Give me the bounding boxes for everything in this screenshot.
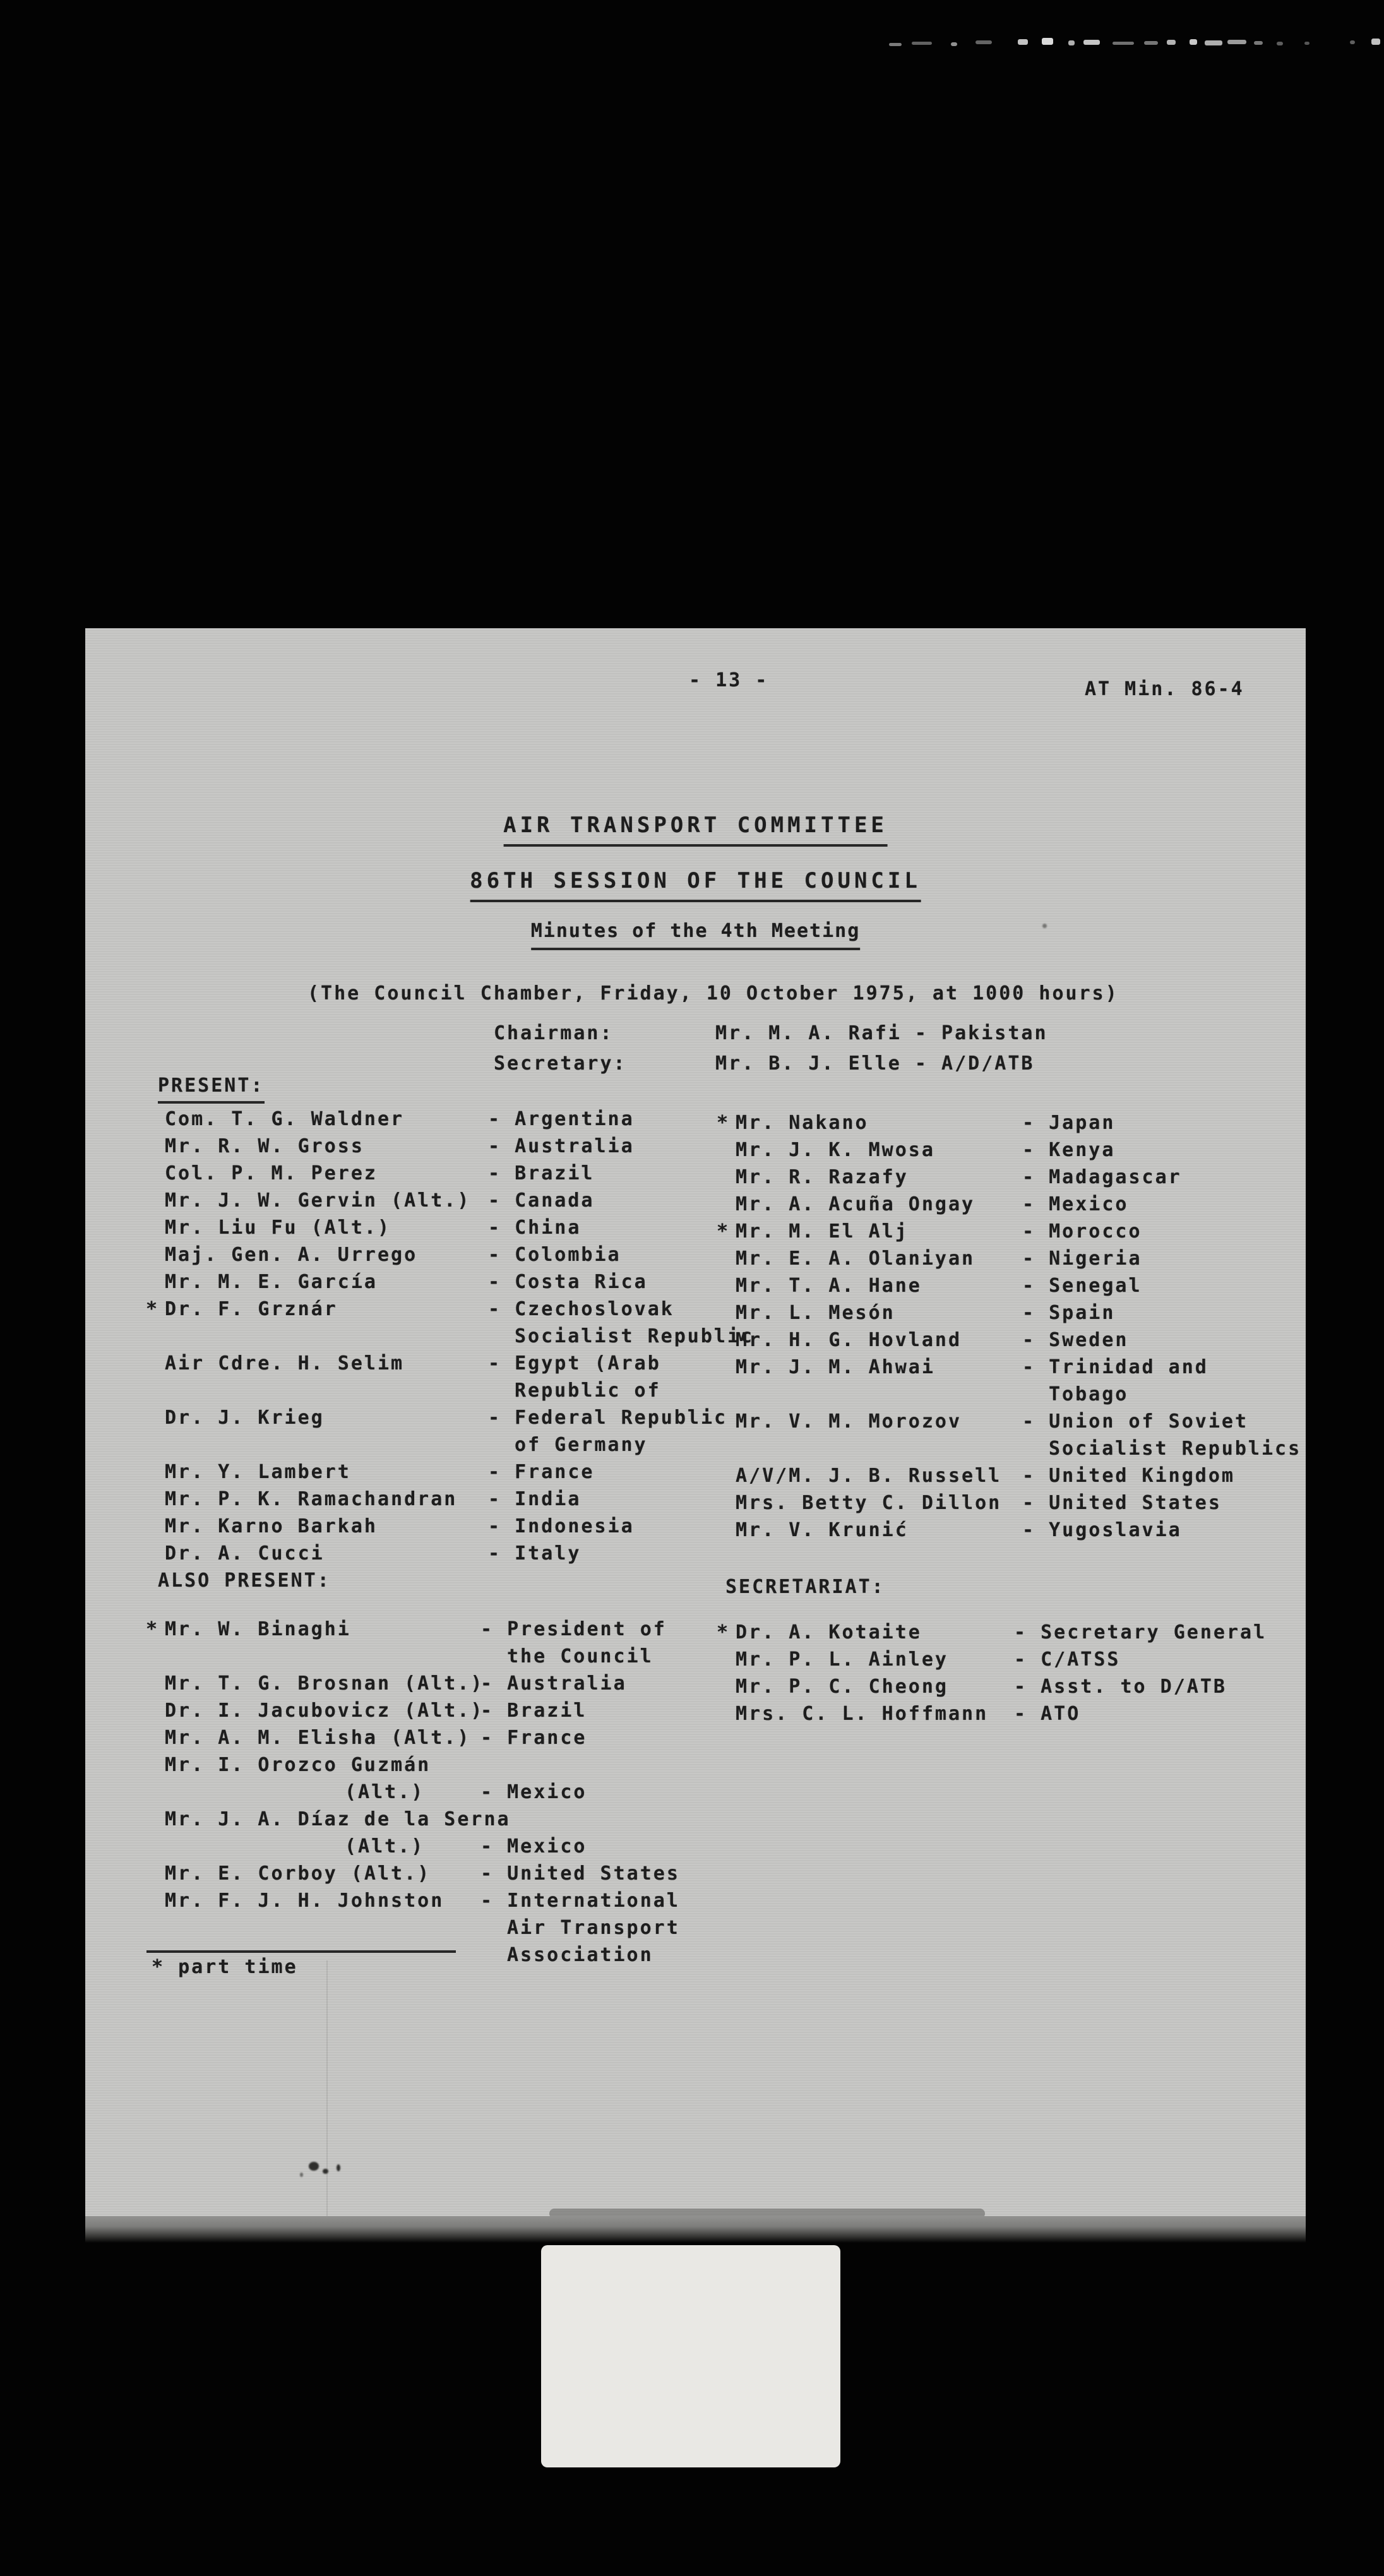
also-present-heading: ALSO PRESENT: (158, 1570, 331, 1592)
part-time-asterisk: * (717, 1112, 731, 1134)
attendee-name: Mr. Y. Lambert (165, 1461, 351, 1483)
attendee-affiliation: - Australia (488, 1135, 635, 1157)
attendee-name: Mr. A. M. Elisha (Alt.) (165, 1727, 471, 1749)
film-scratch (1042, 38, 1053, 45)
venue-line: (The Council Chamber, Friday, 10 October 1975, at 1000 hours) (307, 982, 1119, 1005)
attendee-name: Mr. F. J. H. Johnston (165, 1890, 444, 1912)
film-scratch (1350, 40, 1355, 44)
footnote-part-time: * part time (152, 1956, 298, 1978)
film-scratch (1167, 40, 1176, 45)
attendee-affiliation: - ATO (1014, 1703, 1081, 1725)
attendee-affiliation: - France (488, 1461, 595, 1483)
attendee-name: Mr. J. A. Díaz de la Serna (165, 1808, 511, 1830)
attendee-name: Mr. J. M. Ahwai (736, 1356, 935, 1378)
attendee-affiliation: - Yugoslavia (1022, 1519, 1182, 1541)
film-scratch (1227, 40, 1246, 44)
attendee-affiliation: Socialist Republic (515, 1325, 755, 1347)
footnote-rule (146, 1950, 456, 1953)
attendee-name: Col. P. M. Perez (165, 1162, 378, 1184)
part-time-asterisk: * (717, 1621, 731, 1643)
attendee-affiliation: - Costa Rica (488, 1271, 648, 1293)
film-scratch (1144, 41, 1158, 45)
attendee-name: Mr. L. Mesón (736, 1302, 895, 1324)
attendee-affiliation: - Asst. to D/ATB (1014, 1676, 1227, 1698)
attendee-name: Mr. A. Acuña Ongay (736, 1193, 975, 1215)
film-scratch (1371, 39, 1380, 45)
attendee-affiliation: Air Transport (507, 1917, 680, 1939)
attendee-affiliation: - Czechoslovak (488, 1298, 674, 1320)
film-frame-card (541, 2245, 840, 2467)
attendee-affiliation: - Madagascar (1022, 1166, 1182, 1188)
attendee-name: Com. T. G. Waldner (165, 1108, 405, 1130)
attendee-affiliation: - Egypt (Arab (488, 1352, 661, 1374)
attendee-affiliation: - Mexico (480, 1781, 587, 1803)
attendee-name: Mr. P. C. Cheong (736, 1676, 948, 1698)
chairman-label: Chairman: (494, 1022, 614, 1044)
attendee-affiliation: - India (488, 1488, 582, 1510)
attendee-name: * Dr. A. Kotaite (717, 1621, 922, 1643)
part-time-asterisk: * (717, 1220, 731, 1243)
film-scratch (1254, 41, 1263, 45)
attendee-affiliation: - Mexico (1022, 1193, 1129, 1215)
attendee-affiliation: - China (488, 1217, 582, 1239)
attendee-name: * Dr. F. Grznár (146, 1298, 338, 1320)
attendee-name: Mr. H. G. Hovland (736, 1329, 962, 1351)
attendee-name: Mr. M. E. García (165, 1271, 378, 1293)
attendee-affiliation: - C/ATSS (1014, 1649, 1121, 1671)
attendee-affiliation: - Brazil (480, 1700, 587, 1722)
attendee-name: Mr. E. Corboy (Alt.) (165, 1863, 431, 1885)
attendee-affiliation: - Nigeria (1022, 1248, 1142, 1270)
attendee-affiliation: Association (507, 1944, 653, 1966)
attendee-affiliation: - Secretary General (1014, 1621, 1267, 1643)
film-scratch (1113, 42, 1134, 45)
attendee-name: Maj. Gen. A. Urrego (165, 1244, 418, 1266)
attendee-name: Mr. I. Orozco Guzmán (165, 1754, 431, 1776)
film-scratch (1205, 40, 1222, 45)
attendee-affiliation: - Argentina (488, 1108, 635, 1130)
attendee-name: * Mr. M. El Alj (717, 1220, 909, 1243)
attendee-name: Mr. P. K. Ramachandran (165, 1488, 458, 1510)
attendee-affiliation: Republic of (515, 1380, 661, 1402)
part-time-asterisk: * (146, 1618, 160, 1640)
attendee-affiliation: - Morocco (1022, 1220, 1142, 1243)
attendee-affiliation: - Spain (1022, 1302, 1116, 1324)
attendee-name: Mr. V. Krunić (736, 1519, 909, 1541)
chairman-value: Mr. M. A. Rafi - Pakistan (715, 1022, 1048, 1044)
meeting-title: Minutes of the 4th Meeting (531, 921, 861, 950)
attendee-affiliation: - International (480, 1890, 680, 1912)
page-bottom-shadow (85, 2216, 1306, 2243)
ink-smudge (337, 2164, 340, 2171)
attendee-affiliation: - Sweden (1022, 1329, 1129, 1351)
ink-smudge (323, 2169, 328, 2174)
secretariat-heading: SECRETARIAT: (725, 1576, 885, 1598)
attendee-name: Mr. R. Razafy (736, 1166, 909, 1188)
ink-speck (1042, 924, 1047, 928)
film-scratch (951, 42, 957, 46)
ink-smudge (309, 2162, 319, 2171)
attendee-name: Mr. J. W. Gervin (Alt.) (165, 1190, 471, 1212)
film-scratch (1083, 40, 1100, 45)
attendee-name: Mr. J. K. Mwosa (736, 1139, 935, 1161)
film-scratch (889, 43, 902, 46)
attendee-affiliation: - Senegal (1022, 1275, 1142, 1297)
attendee-name: Mr. P. L. Ainley (736, 1649, 948, 1671)
attendee-name: Mrs. C. L. Hoffmann (736, 1703, 989, 1725)
attendee-affiliation: - Australia (480, 1673, 627, 1695)
attendee-name: Mr. Karno Barkah (165, 1515, 378, 1537)
attendee-affiliation: - Colombia (488, 1244, 621, 1266)
attendee-affiliation: - Union of Soviet (1022, 1410, 1249, 1433)
attendee-affiliation: - Federal Republic (488, 1407, 728, 1429)
attendee-name: Mr. T. G. Brosnan (Alt.) (165, 1673, 484, 1695)
attendee-name: (Alt.) (345, 1835, 425, 1857)
attendee-affiliation: - Mexico (480, 1835, 587, 1857)
film-scratch (1068, 40, 1075, 45)
attendee-affiliation: the Council (507, 1645, 653, 1667)
attendee-name: Mrs. Betty C. Dillon (736, 1492, 1002, 1514)
attendee-affiliation: - France (480, 1727, 587, 1749)
attendee-name: Mr. T. A. Hane (736, 1275, 922, 1297)
attendee-affiliation: - President of (480, 1618, 667, 1640)
part-time-asterisk: * (146, 1298, 160, 1320)
attendee-name: * Mr. Nakano (717, 1112, 869, 1134)
film-scratch (1277, 42, 1283, 45)
present-heading: PRESENT: (158, 1075, 265, 1104)
attendee-affiliation: - Kenya (1022, 1139, 1116, 1161)
attendee-name: * Mr. W. Binaghi (146, 1618, 351, 1640)
secretary-label: Secretary: (494, 1052, 627, 1075)
secretary-value: Mr. B. J. Elle - A/D/ATB (715, 1052, 1035, 1075)
attendee-affiliation: - Italy (488, 1542, 582, 1565)
attendee-name: Mr. E. A. Olaniyan (736, 1248, 975, 1270)
attendee-name: Air Cdre. H. Selim (165, 1352, 405, 1374)
attendee-name: Dr. J. Krieg (165, 1407, 325, 1429)
attendee-affiliation: - United States (480, 1863, 680, 1885)
attendee-affiliation: - United Kingdom (1022, 1465, 1235, 1487)
session-title: 86TH SESSION OF THE COUNCIL (470, 869, 921, 902)
attendee-name: A/V/M. J. B. Russell (736, 1465, 1002, 1487)
attendee-affiliation: - Canada (488, 1190, 595, 1212)
attendee-affiliation: - Indonesia (488, 1515, 635, 1537)
attendee-affiliation: - Brazil (488, 1162, 595, 1184)
film-scratch (975, 40, 992, 44)
film-scratch (1304, 42, 1309, 45)
attendee-affiliation: Socialist Republics (1049, 1438, 1302, 1460)
attendee-affiliation: - Trinidad and (1022, 1356, 1208, 1378)
film-scratch (1018, 39, 1028, 45)
attendee-name: (Alt.) (345, 1781, 425, 1803)
paper-crease (326, 1960, 328, 2222)
attendee-affiliation: of Germany (515, 1434, 648, 1456)
attendee-name: Mr. Liu Fu (Alt.) (165, 1217, 391, 1239)
committee-title: AIR TRANSPORT COMMITTEE (503, 813, 888, 847)
attendee-affiliation: - Japan (1022, 1112, 1116, 1134)
document-page (85, 628, 1306, 2216)
film-scratch (912, 42, 932, 45)
attendee-affiliation: Tobago (1049, 1383, 1129, 1405)
page-number: - 13 - (689, 669, 769, 691)
attendee-name: Mr. R. W. Gross (165, 1135, 364, 1157)
attendee-name: Dr. I. Jacubovicz (Alt.) (165, 1700, 484, 1722)
attendee-name: Mr. V. M. Morozov (736, 1410, 962, 1433)
attendee-name: Dr. A. Cucci (165, 1542, 325, 1565)
film-scratch (1190, 39, 1197, 45)
ink-smudge (300, 2173, 303, 2177)
attendee-affiliation: - United States (1022, 1492, 1222, 1514)
document-reference: AT Min. 86-4 (1085, 678, 1244, 700)
